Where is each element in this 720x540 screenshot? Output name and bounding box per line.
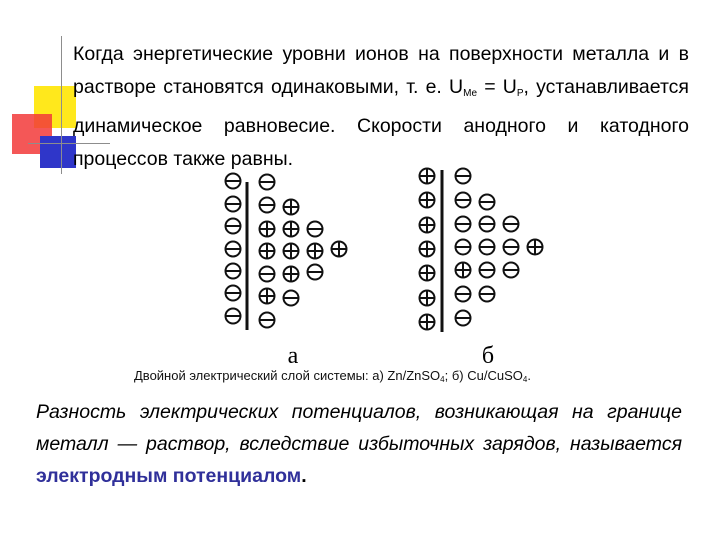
diagram-caption xyxy=(134,368,634,384)
ion-b-8 xyxy=(504,240,519,255)
subscript-me: Me xyxy=(463,88,478,99)
ion-a-8 xyxy=(308,244,323,259)
ion-a-15 xyxy=(260,313,275,328)
ion-b-7 xyxy=(480,240,495,255)
ion-b-9 xyxy=(528,240,543,255)
intro-text-1: Когда энергетические уровни ионов на поверхности металла и в растворе становятся одинаковыми, т. е. U xyxy=(73,43,689,98)
ion-b-12 xyxy=(504,263,519,278)
intro-text-2: , устанавливается динамическое равновесие. Скорости анодного и катодного процессов также равны. xyxy=(73,76,689,170)
ion-b-metal-1 xyxy=(420,193,435,208)
ion-b-2 xyxy=(480,195,495,210)
ion-a-metal-5 xyxy=(226,286,241,301)
caption-sub-2: 4 xyxy=(522,375,528,384)
caption-sub-1: 4 xyxy=(440,375,445,384)
ion-a-metal-4 xyxy=(226,264,241,279)
ion-a-6 xyxy=(260,244,275,259)
ion-b-4 xyxy=(480,217,495,232)
ion-a-4 xyxy=(284,222,299,237)
ion-b-3 xyxy=(456,217,471,232)
ion-a-0 xyxy=(260,175,275,190)
ion-a-13 xyxy=(260,289,275,304)
ion-b-metal-5 xyxy=(420,291,435,306)
ion-a-12 xyxy=(308,265,323,280)
ion-b-metal-4 xyxy=(420,266,435,281)
ion-b-metal-0 xyxy=(420,169,435,184)
ion-b-13 xyxy=(456,287,471,302)
ion-a-metal-1 xyxy=(226,197,241,212)
definition-paragraph xyxy=(36,396,682,492)
intro-paragraph xyxy=(73,38,689,176)
ion-b-10 xyxy=(456,263,471,278)
ion-b-metal-6 xyxy=(420,315,435,330)
ion-b-14 xyxy=(480,287,495,302)
double-layer-diagram xyxy=(205,160,565,370)
ion-b-11 xyxy=(480,263,495,278)
ion-a-2 xyxy=(284,200,299,215)
ion-b-15 xyxy=(456,311,471,326)
decor-blue-square xyxy=(40,136,76,168)
ion-a-11 xyxy=(284,267,299,282)
ion-a-7 xyxy=(284,244,299,259)
ion-b-0 xyxy=(456,169,471,184)
definition-text: Разность электрических потенциалов, возникающая на границе металл — раствор, вследствие избыточных зарядов, называется xyxy=(36,401,682,455)
panel-label-b: б xyxy=(481,343,495,369)
ion-a-10 xyxy=(260,267,275,282)
ion-b-5 xyxy=(504,217,519,232)
definition-end: . xyxy=(301,465,307,487)
ion-a-metal-0 xyxy=(226,174,241,189)
ion-a-metal-6 xyxy=(226,309,241,324)
decor-vertical-line xyxy=(61,36,62,174)
intro-equals: = U xyxy=(477,76,517,98)
ion-a-3 xyxy=(260,222,275,237)
ion-b-metal-3 xyxy=(420,242,435,257)
ion-a-9 xyxy=(332,242,347,257)
ion-a-metal-2 xyxy=(226,219,241,234)
ion-b-metal-2 xyxy=(420,218,435,233)
caption-prefix: Двойной электрический слой системы: а) Zn/ZnSO xyxy=(134,368,441,383)
panel-label-a: а xyxy=(287,343,299,369)
ion-b-1 xyxy=(456,193,471,208)
ion-b-6 xyxy=(456,240,471,255)
ion-a-metal-3 xyxy=(226,242,241,257)
ion-a-5 xyxy=(308,222,323,237)
ion-a-1 xyxy=(260,198,275,213)
caption-middle: ; б) Cu/CuSO xyxy=(444,368,523,383)
subscript-p: P xyxy=(516,88,524,99)
caption-suffix: . xyxy=(527,368,531,383)
definition-term: электродным потенциалом xyxy=(36,465,302,487)
ion-a-14 xyxy=(284,291,299,306)
